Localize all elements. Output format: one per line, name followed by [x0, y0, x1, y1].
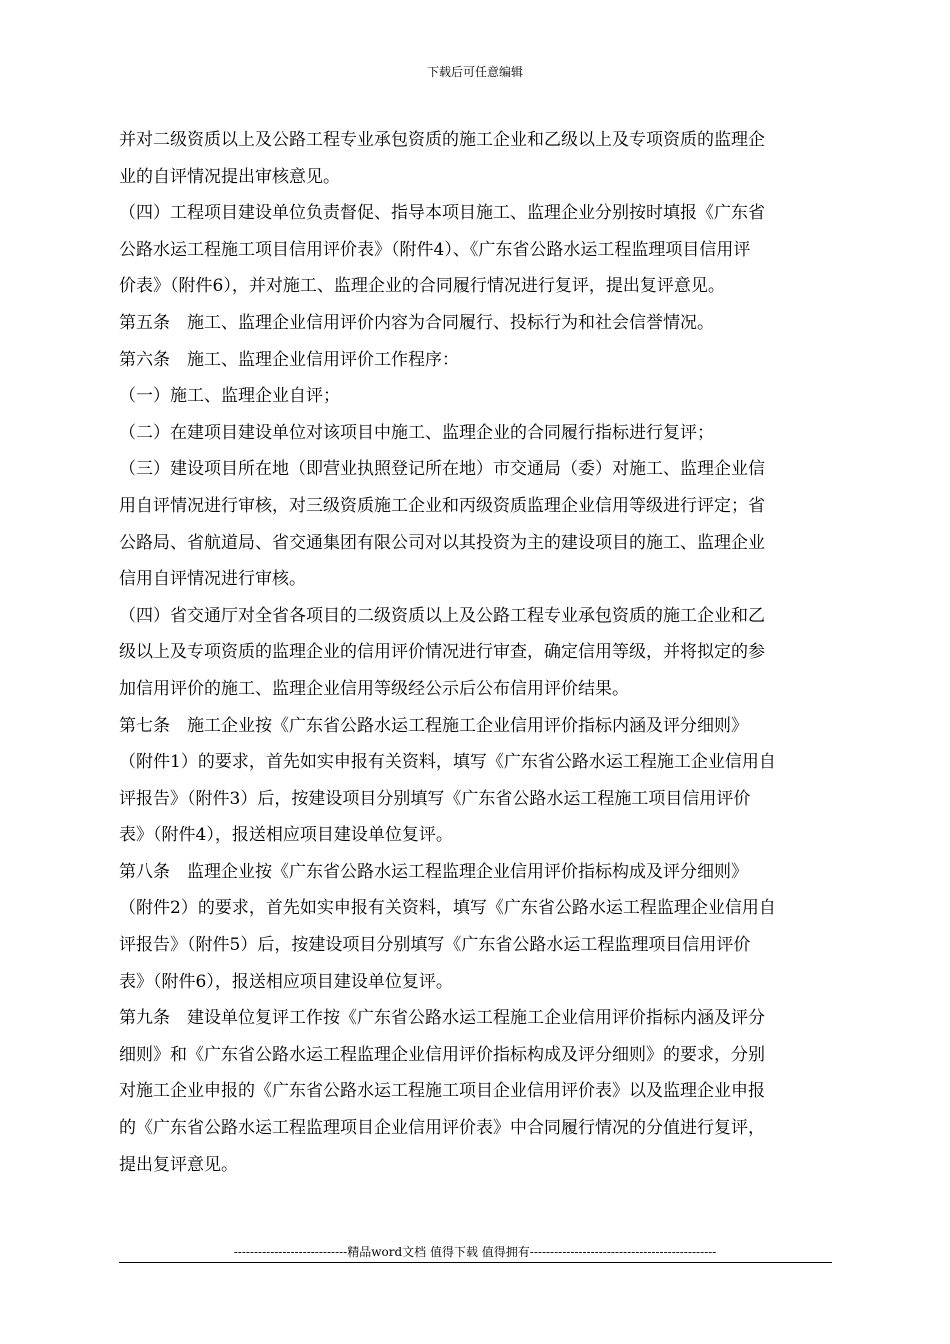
text-line: 价表》（附件6），并对施工、监理企业的合同履行情况进行复评，提出复评意见。	[119, 276, 725, 297]
page-header: 下载后可任意编辑	[426, 65, 523, 79]
text-line: 的《广东省公路水运工程监理项目企业信用评价表》中合同履行情况的分值进行复评，	[119, 1118, 765, 1139]
text-line: 第五条 施工、监理企业信用评价内容为合同履行、投标行为和社会信誉情况。	[119, 312, 714, 333]
text-line: （三）建设项目所在地（即营业执照登记所在地）市交通局（委）对施工、监理企业信	[119, 459, 765, 480]
text-line: 级以上及专项资质的监理企业的信用评价情况进行审查，确定信用等级，并将拟定的参	[119, 642, 765, 663]
text-line: （附件1）的要求，首先如实申报有关资料，填写《广东省公路水运工程施工企业信用自	[119, 752, 776, 773]
text-line: 并对二级资质以上及公路工程专业承包资质的施工企业和乙级以上及专项资质的监理企	[119, 130, 765, 150]
text-line: （一）施工、监理企业自评；	[119, 386, 340, 407]
text-line: 用自评情况进行审核，对三级资质施工企业和丙级资质监理企业信用等级进行评定；省	[119, 495, 765, 516]
text-line: 加信用评价的施工、监理企业信用等级经公示后公布信用评价结果。	[119, 678, 629, 699]
text-line: 对施工企业申报的《广东省公路水运工程施工项目企业信用评价表》以及监理企业申报	[119, 1081, 765, 1102]
page-footer: ----------------------------精品word文档 值得下载 值得拥有----------------------------------------------	[233, 1245, 717, 1259]
footer-divider	[119, 1262, 832, 1263]
text-line: （附件2）的要求，首先如实申报有关资料，填写《广东省公路水运工程监理企业信用自	[119, 898, 776, 919]
text-line: （二）在建项目建设单位对该项目中施工、监理企业的合同履行指标进行复评；	[119, 422, 714, 443]
text-line: （四）省交通厅对全省各项目的二级资质以上及公路工程专业承包资质的施工企业和乙	[119, 605, 765, 626]
text-line: 提出复评意见。	[119, 1154, 238, 1175]
text-line: 公路局、省航道局、省交通集团有限公司对以其投资为主的建设项目的施工、监理企业	[119, 532, 765, 553]
text-line: 表》（附件6），报送相应项目建设单位复评。	[119, 971, 453, 992]
text-line: 信用自评情况进行审核。	[119, 569, 306, 590]
text-line: 第八条 监理企业按《广东省公路水运工程监理企业信用评价指标构成及评分细则》	[119, 861, 748, 882]
text-line: 第七条 施工企业按《广东省公路水运工程施工企业信用评价指标内涵及评分细则》	[119, 715, 748, 736]
text-line: 评报告》（附件5）后，按建设项目分别填写《广东省公路水运工程监理项目信用评价	[119, 935, 751, 956]
document-body	[119, 122, 835, 1183]
text-line: 第九条 建设单位复评工作按《广东省公路水运工程施工企业信用评价指标内涵及评分	[119, 1008, 765, 1029]
text-line: 业的自评情况提出审核意见。	[119, 166, 340, 187]
text-line: 表》（附件4），报送相应项目建设单位复评。	[119, 825, 453, 846]
text-line: 公路水运工程施工项目信用评价表》（附件4）、《广东省公路水运工程监理项目信用评	[119, 239, 751, 260]
text-line: （四）工程项目建设单位负责督促、指导本项目施工、监理企业分别按时填报《广东省	[119, 203, 765, 224]
text-line: 第六条 施工、监理企业信用评价工作程序：	[119, 349, 459, 370]
text-line: 细则》和《广东省公路水运工程监理企业信用评价指标构成及评分细则》的要求，分别	[119, 1044, 765, 1065]
text-line: 评报告》（附件3）后，按建设项目分别填写《广东省公路水运工程施工项目信用评价	[119, 788, 751, 809]
